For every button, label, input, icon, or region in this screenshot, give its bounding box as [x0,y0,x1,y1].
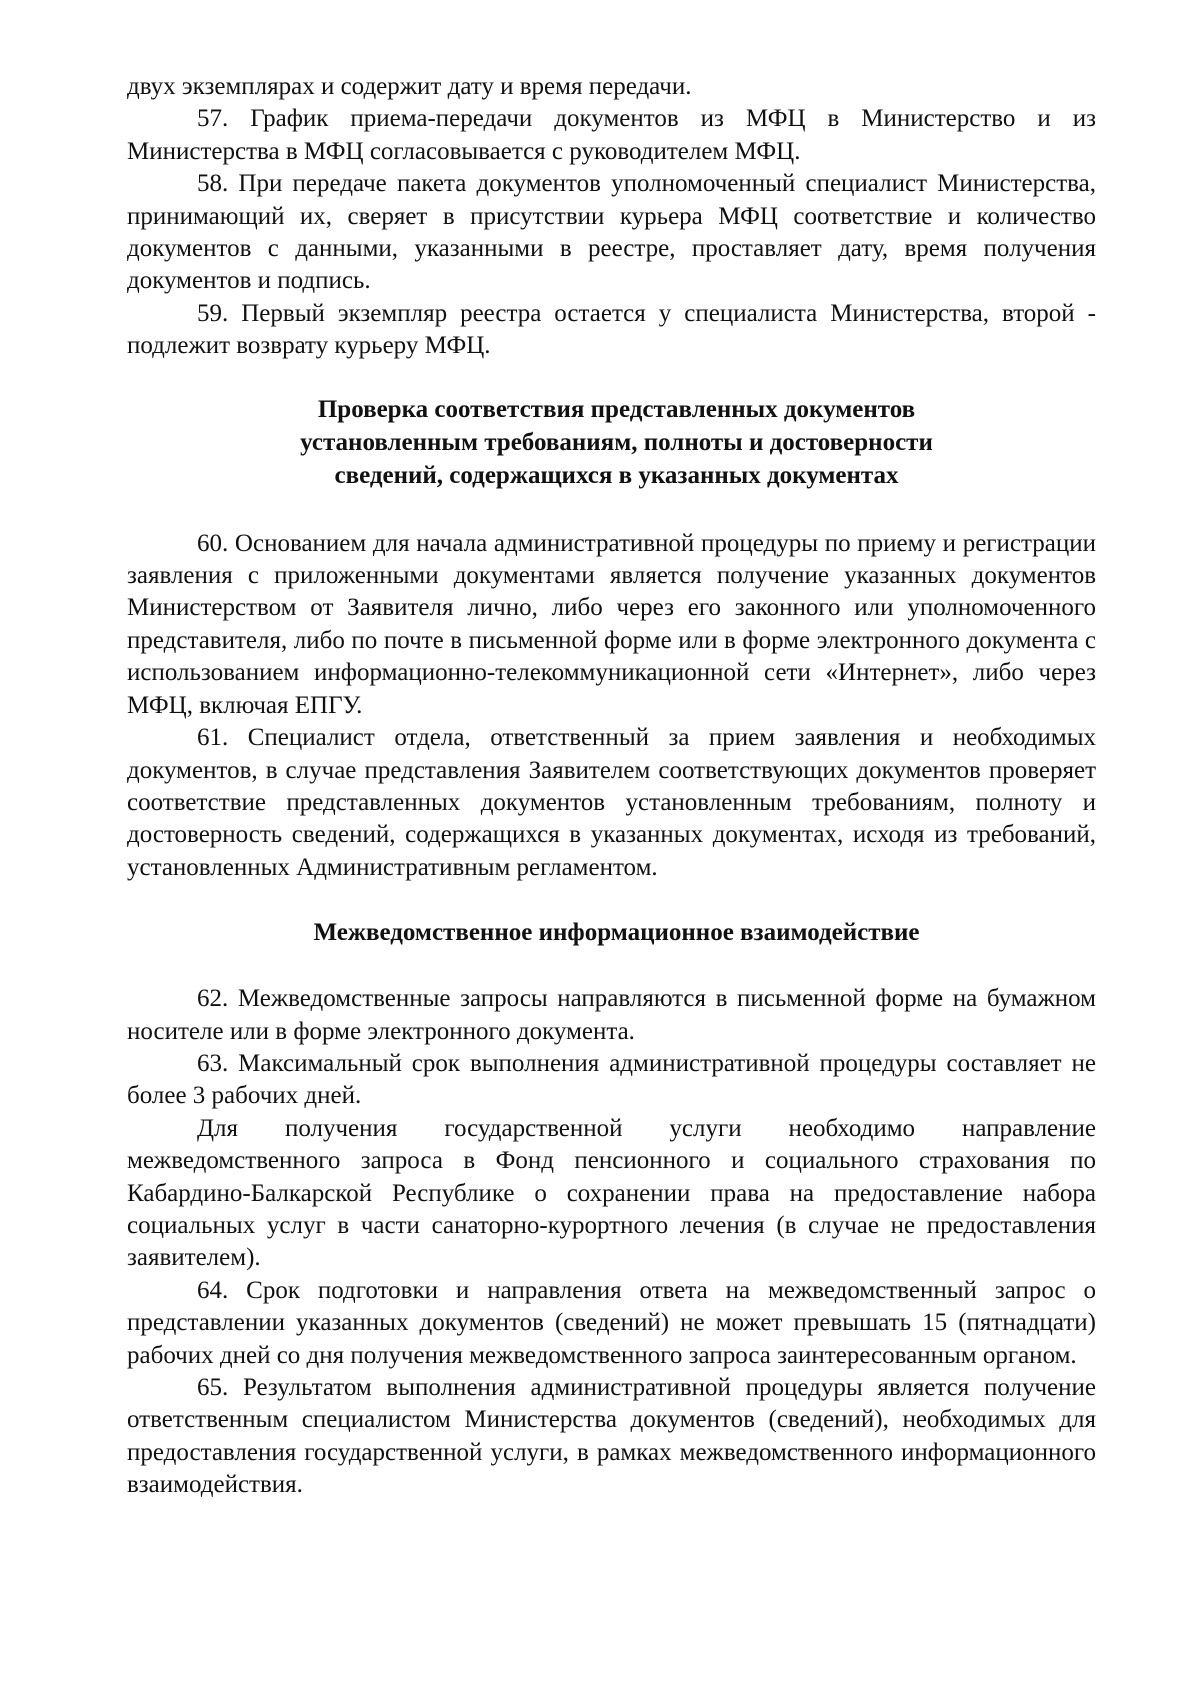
section-heading-line: сведений, содержащихся в указанных документах [334,461,899,489]
spacer [127,884,1096,916]
paragraph-60: 60. Основанием для начала административной процедуры по приему и регистрации заявления с приложенными документами является получение указанных документов Министерством от Заявителя лично, либо через его законного или уполномоченного представителя, либо по почте в письменной форме или в форме электронного документа с использованием информационно-телекоммуникационной сети «Интернет», либо через МФЦ, включая ЕПГУ. [127,529,1096,719]
paragraph-63-continued: Для получения государственной услуги необходимо направление межведомственного запроса в Фонд пенсионного и социального страхования по Кабардино-Балкарской Республике о сохранении права на предоставление набора социальных услуг в части санаторно-курортного лечения (в случае не предоставления заявителем). [127,1114,1096,1272]
section-heading-verification [127,393,1096,492]
paragraph-62: 62. Межведомственные запросы направляются в письменной форме на бумажном носителе или в форме электронного документа. [127,985,1096,1045]
paragraph-59: 59. Первый экземпляр реестра остается у специалиста Министерства, второй - подлежит возврату курьеру МФЦ. [127,299,1096,360]
spacer [127,363,1096,393]
document-body [127,71,1096,1502]
paragraph-intro-tail: двух экземплярах и содержит дату и время передачи. [127,73,692,100]
spacer [127,492,1096,528]
paragraph-58: 58. При передаче пакета документов уполномоченный специалист Министерства, принимающий их, сверяет в присутствии курьера МФЦ соответствие и количество документов с данными, указанными в реестре, проставляет дату, время получения документов и подпись. [127,170,1096,295]
paragraph-57: 57. График приема-передачи документов из МФЦ в Министерство и из Министерства в МФЦ согласовывается с руководителем МФЦ. [127,105,1096,165]
paragraph-63: 63. Максимальный срок выполнения административной процедуры составляет не более 3 рабочих дней. [127,1049,1096,1110]
section-heading-interagency: Межведомственное информационное взаимодействие [313,919,920,947]
paragraph-61: 61. Специалист отдела, ответственный за прием заявления и необходимых документов, в случае представления Заявителем соответствующих документов проверяет соответствие представленных документов установленным требованиям, полноту и достоверность сведений, содержащихся в указанных документах, исходя из требований, установленных Административным регламентом. [127,724,1096,881]
section-heading-line: Проверка соответствия представленных документов [317,395,916,423]
section-heading-line: установленным требованиям, полноты и достоверности [300,428,933,456]
spacer [127,949,1096,983]
paragraph-64: 64. Срок подготовки и направления ответа на межведомственный запрос о представлении указанных документов (сведений) не может превышать 15 (пятнадцати) рабочих дней со дня получения межведомственного запроса заинтересованным органом. [127,1276,1096,1369]
paragraph-65: 65. Результатом выполнения административной процедуры является получение ответственным специалистом Министерства документов (сведений), необходимых для предоставления государственной услуги, в рамках межведомственного информационного взаимодействия. [127,1374,1096,1499]
